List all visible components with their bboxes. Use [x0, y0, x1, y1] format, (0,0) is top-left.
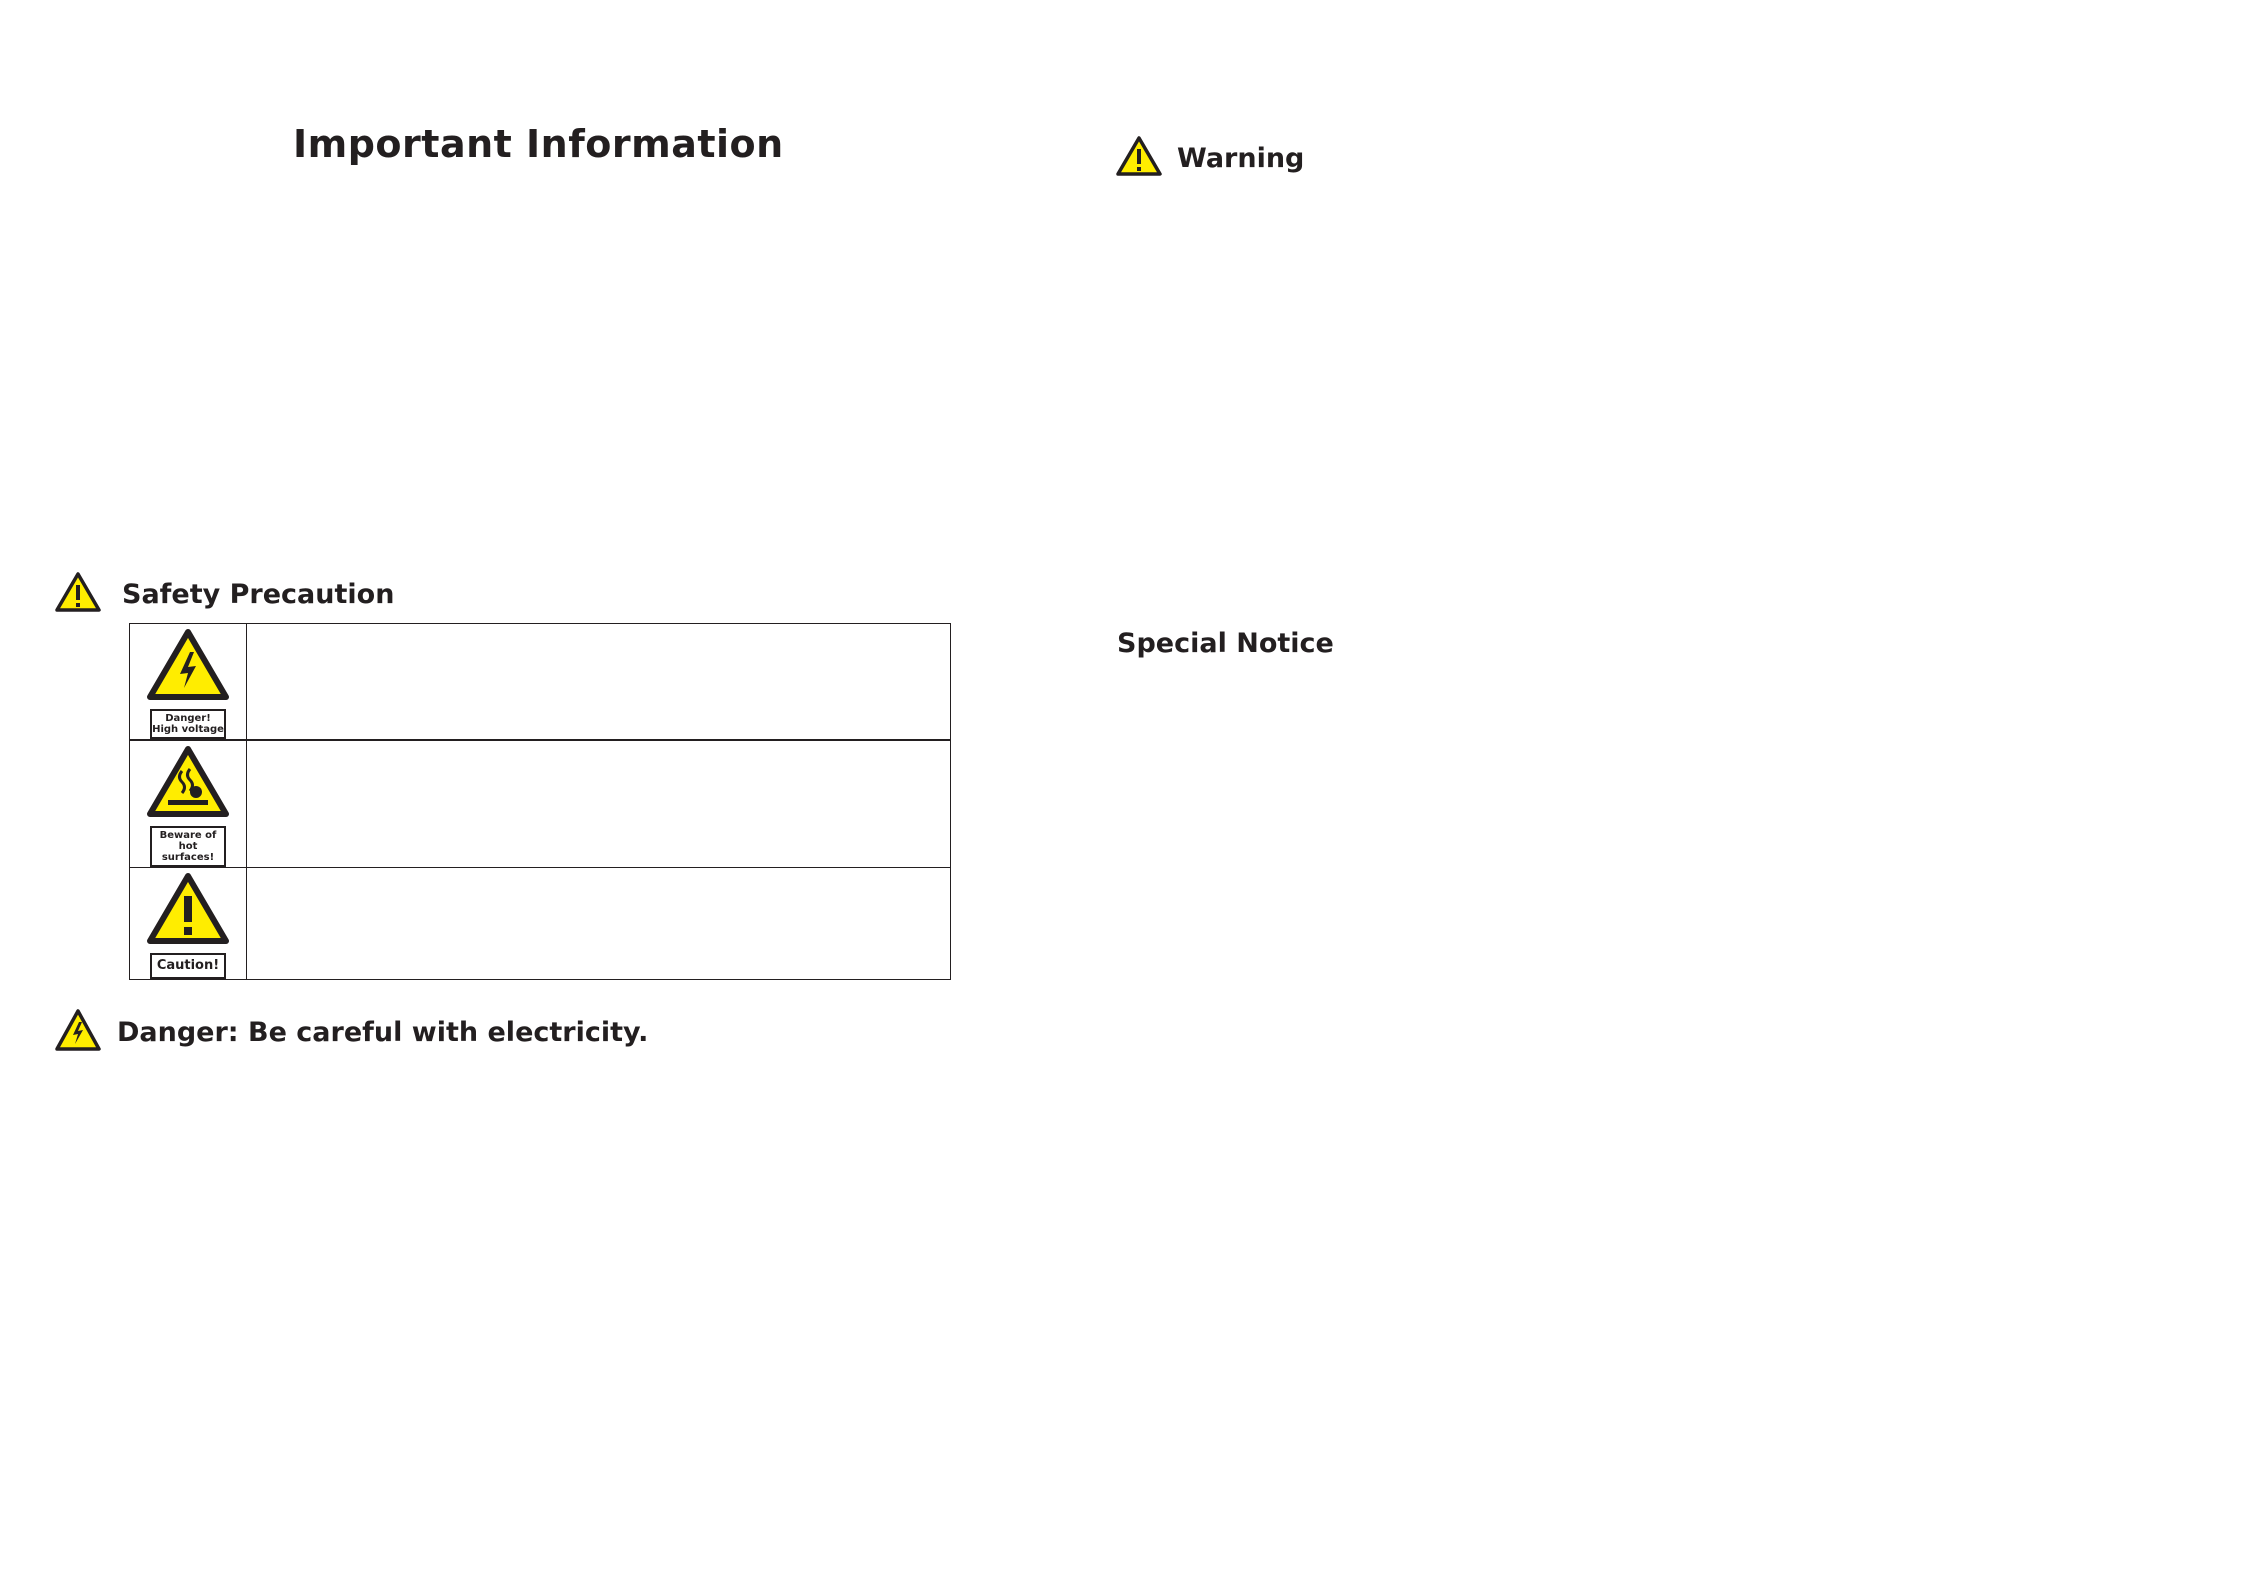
- hot-surface-icon: [146, 745, 230, 821]
- sign-description-cell: [247, 740, 951, 868]
- danger-electricity-text: Danger: Be careful with electricity.: [117, 1016, 649, 1048]
- danger-electricity-line: [54, 1008, 648, 1056]
- safety-signs-table: [129, 623, 951, 980]
- high-voltage-icon: [54, 1008, 102, 1056]
- sign-label-line: High voltage: [152, 724, 224, 735]
- table-row: [130, 868, 951, 980]
- sign-label-high-voltage: [150, 709, 226, 739]
- sign-description-cell: [247, 624, 951, 741]
- sign-description-cell: [247, 868, 951, 980]
- warning-title: Warning: [1177, 142, 1305, 174]
- warning-heading: [1115, 135, 1304, 181]
- sign-label-line: Danger!: [165, 713, 211, 724]
- sign-cell: [130, 868, 247, 980]
- sign-label-line: hot surfaces!: [161, 841, 215, 863]
- safety-precaution-title: Safety Precaution: [122, 578, 395, 610]
- table-row: [130, 624, 951, 741]
- warning-exclamation-icon: [54, 571, 102, 617]
- sign-label-caution: [150, 953, 226, 979]
- table-row: [130, 740, 951, 868]
- high-voltage-icon: [146, 628, 230, 704]
- sign-label-line: Beware of: [159, 830, 217, 841]
- page-title: Important Information: [293, 122, 784, 166]
- sign-cell: [130, 624, 247, 741]
- special-notice-heading: Special Notice: [1117, 628, 1334, 659]
- safety-precaution-heading: [54, 571, 394, 617]
- warning-exclamation-icon: [1115, 135, 1163, 181]
- sign-label-line: Caution!: [156, 958, 220, 973]
- caution-exclamation-icon: [146, 872, 230, 948]
- sign-cell: [130, 740, 247, 868]
- sign-label-hot-surfaces: [150, 826, 226, 867]
